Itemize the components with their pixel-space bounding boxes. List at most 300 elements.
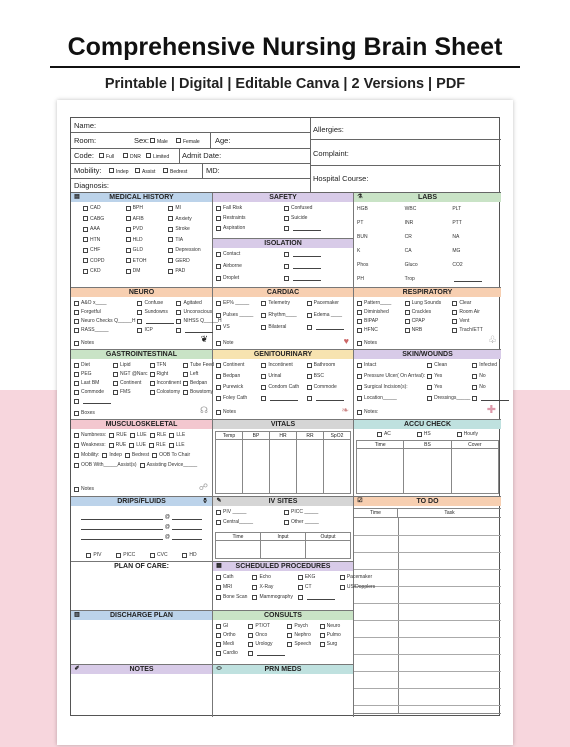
checkbox[interactable] — [168, 216, 173, 221]
checklist-item[interactable] — [168, 225, 209, 233]
column-cell[interactable] — [324, 440, 350, 493]
checklist-item[interactable] — [137, 299, 174, 307]
checklist-item[interactable] — [74, 326, 135, 334]
checklist-item[interactable] — [452, 308, 498, 316]
checklist-item[interactable] — [216, 631, 246, 639]
checkbox[interactable] — [405, 301, 410, 306]
column-cell[interactable] — [357, 449, 404, 493]
checkbox[interactable] — [183, 372, 188, 377]
blank-line[interactable] — [481, 396, 509, 401]
checklist-item[interactable] — [472, 361, 509, 369]
checklist-item[interactable] — [340, 583, 375, 591]
checkbox[interactable] — [74, 301, 79, 306]
checkbox[interactable] — [74, 443, 79, 448]
checklist-item[interactable] — [113, 388, 148, 396]
to-do-rows[interactable] — [354, 518, 501, 713]
checkbox[interactable] — [472, 396, 477, 401]
checkbox[interactable] — [307, 325, 312, 330]
checklist-item[interactable] — [307, 311, 350, 319]
checklist-item[interactable] — [126, 257, 167, 265]
checklist-item[interactable] — [109, 431, 127, 439]
checkbox[interactable] — [472, 363, 477, 368]
checkbox[interactable] — [452, 328, 457, 333]
checkbox[interactable] — [284, 252, 289, 257]
checkbox[interactable] — [298, 575, 303, 580]
checklist-item[interactable] — [183, 388, 214, 396]
checklist-item[interactable] — [377, 430, 391, 438]
checkbox[interactable] — [74, 319, 79, 324]
checklist-item[interactable] — [357, 383, 425, 391]
checkbox[interactable] — [261, 396, 266, 401]
msk-notes[interactable]: Notes — [74, 485, 94, 493]
checklist-item[interactable] — [307, 394, 350, 402]
to-do-row[interactable] — [354, 569, 501, 570]
checklist-item[interactable] — [452, 219, 498, 227]
checklist-item[interactable] — [357, 308, 403, 316]
checkbox[interactable] — [452, 319, 457, 324]
checklist-item[interactable] — [83, 215, 124, 223]
checklist-item[interactable] — [216, 383, 259, 391]
checkbox[interactable] — [83, 258, 88, 263]
checkbox[interactable] — [137, 301, 142, 306]
checkbox[interactable] — [137, 328, 142, 333]
checklist-item[interactable] — [472, 383, 509, 391]
checklist-item[interactable] — [113, 361, 148, 369]
checklist-item[interactable] — [261, 383, 304, 391]
checkbox[interactable] — [150, 553, 155, 558]
checkbox[interactable] — [113, 381, 118, 386]
checkbox[interactable] — [357, 328, 362, 333]
to-do-row[interactable] — [354, 654, 501, 655]
checkbox[interactable] — [261, 374, 266, 379]
checklist-item[interactable] — [168, 267, 209, 275]
checkbox[interactable] — [298, 595, 303, 600]
checklist-item[interactable] — [298, 593, 335, 601]
checklist-item[interactable] — [169, 441, 185, 449]
drip-line[interactable] — [81, 530, 202, 540]
checkbox[interactable] — [176, 310, 181, 315]
checkbox[interactable] — [83, 206, 88, 211]
checklist-item[interactable] — [452, 326, 498, 334]
checkbox[interactable] — [307, 374, 312, 379]
checkbox[interactable] — [357, 301, 362, 306]
checkbox[interactable] — [427, 396, 432, 401]
checkbox[interactable] — [83, 237, 88, 242]
hospital-course-field[interactable]: Hospital Course: — [313, 174, 369, 183]
checkbox[interactable] — [307, 396, 312, 401]
checkbox[interactable] — [452, 310, 457, 315]
checklist-item[interactable] — [357, 361, 425, 369]
checkbox[interactable] — [405, 310, 410, 315]
checkbox[interactable] — [248, 624, 253, 629]
checkbox[interactable] — [357, 385, 362, 390]
checkbox[interactable] — [405, 319, 410, 324]
checkbox[interactable] — [307, 385, 312, 390]
to-do-row[interactable] — [354, 535, 501, 536]
checklist-item[interactable] — [307, 383, 350, 391]
blank-line[interactable] — [146, 319, 174, 324]
to-do-row[interactable] — [354, 671, 501, 672]
checkbox[interactable] — [152, 453, 157, 458]
checklist-item[interactable] — [126, 215, 167, 223]
checklist-item[interactable] — [284, 214, 350, 222]
checklist-item[interactable] — [126, 204, 167, 212]
checkbox[interactable] — [452, 301, 457, 306]
checkbox[interactable] — [169, 443, 174, 448]
checklist-item[interactable] — [83, 225, 124, 233]
checkbox[interactable] — [320, 642, 325, 647]
checklist-item[interactable] — [216, 311, 259, 319]
checklist-item[interactable] — [284, 518, 350, 526]
checkbox[interactable] — [150, 381, 155, 386]
checkbox[interactable] — [216, 385, 221, 390]
checklist-item[interactable] — [216, 622, 246, 630]
checkbox[interactable] — [113, 372, 118, 377]
checklist-item[interactable] — [168, 257, 209, 265]
checklist-item[interactable] — [116, 551, 135, 559]
checkbox[interactable] — [307, 313, 312, 318]
checkbox[interactable] — [176, 328, 181, 333]
to-do-row[interactable] — [354, 586, 501, 587]
checkbox[interactable] — [125, 453, 130, 458]
checkbox[interactable] — [216, 624, 221, 629]
checklist-item[interactable] — [405, 247, 451, 255]
checkbox[interactable] — [340, 575, 345, 580]
checkbox[interactable] — [183, 381, 188, 386]
checkbox[interactable] — [357, 374, 362, 379]
to-do-row[interactable] — [354, 637, 501, 638]
checkbox[interactable] — [74, 433, 79, 438]
blank-line[interactable] — [454, 277, 482, 282]
checkbox[interactable] — [216, 276, 221, 281]
checklist-item[interactable] — [427, 383, 470, 391]
checkbox[interactable] — [261, 385, 266, 390]
checkbox[interactable] — [261, 301, 266, 306]
checklist-item[interactable] — [248, 649, 285, 657]
checkbox[interactable] — [168, 206, 173, 211]
checklist-item[interactable] — [417, 430, 431, 438]
checkbox[interactable] — [102, 453, 107, 458]
checkbox[interactable] — [377, 432, 382, 437]
checklist-item[interactable] — [307, 361, 350, 369]
checklist-item[interactable] — [152, 451, 190, 459]
checkbox[interactable] — [216, 206, 221, 211]
column-cell[interactable] — [216, 440, 243, 493]
checklist-item[interactable] — [182, 551, 196, 559]
checklist-item[interactable] — [284, 508, 350, 516]
checklist-item[interactable] — [102, 451, 122, 459]
checkbox[interactable] — [126, 216, 131, 221]
checkbox[interactable] — [357, 396, 362, 401]
checklist-item[interactable] — [248, 640, 285, 648]
checkbox[interactable] — [284, 216, 289, 221]
checklist-item[interactable] — [252, 573, 292, 581]
respiratory-notes[interactable]: Notes — [357, 339, 377, 347]
neuro-notes[interactable]: Notes — [74, 339, 94, 347]
checkbox[interactable] — [284, 226, 289, 231]
checklist-item[interactable] — [216, 518, 282, 526]
checklist-item[interactable] — [150, 431, 167, 439]
checkbox[interactable] — [216, 520, 221, 525]
checkbox[interactable] — [287, 633, 292, 638]
checklist-item[interactable] — [74, 317, 135, 325]
checklist-item[interactable] — [457, 430, 478, 438]
checkbox[interactable] — [216, 374, 221, 379]
checklist-item[interactable] — [357, 261, 403, 269]
checklist-item[interactable] — [216, 361, 259, 369]
checklist-item[interactable] — [83, 246, 124, 254]
checkbox[interactable] — [183, 390, 188, 395]
blank-line[interactable] — [307, 595, 335, 600]
checkbox[interactable] — [74, 399, 79, 404]
checklist-item[interactable] — [74, 308, 135, 316]
checklist-item[interactable] — [252, 583, 292, 591]
column-cell[interactable] — [452, 449, 498, 493]
admit-date-field[interactable]: Admit Date: — [182, 151, 222, 160]
checklist-item[interactable] — [216, 323, 259, 331]
blank-line[interactable] — [293, 252, 321, 257]
checkbox[interactable] — [357, 319, 362, 324]
checklist-item[interactable] — [357, 219, 403, 227]
checkbox[interactable] — [168, 269, 173, 274]
checklist-item[interactable] — [307, 299, 350, 307]
to-do-row[interactable] — [354, 552, 501, 553]
checkbox[interactable] — [357, 363, 362, 368]
checklist-item[interactable] — [405, 233, 451, 241]
checklist-item[interactable] — [126, 246, 167, 254]
checkbox[interactable] — [248, 651, 253, 656]
checklist-item[interactable] — [427, 361, 470, 369]
checklist-item[interactable] — [216, 204, 282, 212]
checkbox[interactable] — [74, 363, 79, 368]
checklist-item[interactable] — [216, 372, 259, 380]
checklist-item[interactable] — [357, 233, 403, 241]
checklist-item[interactable] — [168, 204, 209, 212]
blank-line[interactable] — [257, 651, 285, 656]
to-do-row[interactable] — [354, 705, 501, 706]
checkbox[interactable] — [126, 237, 131, 242]
cardiac-notes[interactable]: Note — [216, 339, 234, 347]
checkbox[interactable] — [216, 575, 221, 580]
checkbox[interactable] — [248, 633, 253, 638]
checkbox[interactable] — [216, 216, 221, 221]
checklist-item[interactable] — [452, 317, 498, 325]
checkbox[interactable] — [320, 624, 325, 629]
checklist-item[interactable] — [216, 394, 259, 402]
blank-line[interactable] — [293, 276, 321, 281]
checklist-item[interactable] — [452, 205, 498, 213]
checklist-item[interactable] — [216, 299, 259, 307]
checkbox[interactable] — [216, 396, 221, 401]
checkbox[interactable] — [216, 226, 221, 231]
checklist-item[interactable] — [261, 299, 304, 307]
checkbox[interactable] — [149, 443, 154, 448]
checklist-item[interactable] — [169, 431, 185, 439]
checkbox[interactable] — [168, 227, 173, 232]
checklist-item[interactable] — [320, 640, 350, 648]
mobility-bedrest[interactable]: Bedrest — [163, 168, 187, 175]
checkbox[interactable] — [126, 248, 131, 253]
column-cell[interactable] — [216, 541, 261, 558]
female-checkbox[interactable] — [176, 138, 181, 143]
checklist-item[interactable] — [126, 236, 167, 244]
mobility-assist[interactable]: Assist — [135, 168, 155, 175]
column-cell[interactable] — [270, 440, 297, 493]
room-field[interactable]: Room: — [74, 136, 97, 145]
checklist-item[interactable] — [126, 225, 167, 233]
checkbox[interactable] — [287, 642, 292, 647]
checklist-item[interactable] — [74, 441, 106, 449]
checklist-item[interactable] — [452, 247, 498, 255]
checkbox[interactable] — [137, 310, 142, 315]
checkbox[interactable] — [216, 264, 221, 269]
checkbox[interactable] — [248, 642, 253, 647]
checkbox[interactable] — [216, 313, 221, 318]
checkbox[interactable] — [74, 453, 79, 458]
checklist-item[interactable] — [83, 257, 124, 265]
name-field[interactable]: Name: — [74, 121, 97, 130]
mobility-indep[interactable]: Indep — [109, 168, 129, 175]
drip-line[interactable] — [81, 520, 202, 530]
checkbox[interactable] — [216, 363, 221, 368]
checklist-item[interactable] — [357, 394, 425, 402]
checkbox[interactable] — [284, 510, 289, 515]
checkbox[interactable] — [216, 325, 221, 330]
checklist-item[interactable] — [261, 394, 304, 402]
checkbox[interactable] — [137, 319, 142, 324]
checklist-item[interactable] — [427, 372, 470, 380]
checkbox[interactable] — [183, 363, 188, 368]
checklist-item[interactable] — [74, 431, 106, 439]
checklist-item[interactable] — [287, 622, 317, 630]
checklist-item[interactable] — [248, 631, 285, 639]
checklist-item[interactable] — [216, 508, 282, 516]
checkbox[interactable] — [74, 328, 79, 333]
checkbox[interactable] — [252, 595, 257, 600]
checklist-item[interactable] — [405, 326, 451, 334]
checkbox[interactable] — [320, 633, 325, 638]
checklist-item[interactable] — [472, 372, 509, 380]
md-field[interactable]: MD: — [206, 166, 220, 175]
column-cell[interactable] — [243, 440, 270, 493]
female-option[interactable]: Female — [176, 138, 200, 145]
checkbox[interactable] — [216, 510, 221, 515]
checkbox[interactable] — [216, 651, 221, 656]
checklist-item[interactable] — [287, 631, 317, 639]
checklist-item[interactable] — [74, 397, 111, 405]
checkbox[interactable] — [113, 390, 118, 395]
checkbox[interactable] — [109, 433, 114, 438]
checkbox[interactable] — [150, 372, 155, 377]
checkbox[interactable] — [216, 585, 221, 590]
column-cell[interactable] — [297, 440, 324, 493]
checklist-item[interactable] — [183, 361, 214, 369]
column-cell[interactable] — [404, 449, 451, 493]
blank-line[interactable] — [316, 325, 344, 330]
to-do-row[interactable] — [354, 603, 501, 604]
checkbox[interactable] — [261, 325, 266, 330]
blank-line[interactable] — [185, 328, 213, 333]
checkbox[interactable] — [427, 374, 432, 379]
gu-notes[interactable]: Notes — [216, 408, 236, 416]
checklist-item[interactable] — [74, 379, 111, 387]
checkbox[interactable] — [176, 301, 181, 306]
checkbox[interactable] — [109, 443, 114, 448]
drip-line[interactable] — [81, 510, 202, 520]
checklist-item[interactable] — [357, 247, 403, 255]
checklist-item[interactable] — [307, 372, 350, 380]
checklist-item[interactable] — [216, 250, 282, 258]
checklist-item[interactable] — [357, 317, 403, 325]
column-cell[interactable] — [261, 541, 306, 558]
male-option[interactable]: Male — [150, 138, 168, 145]
checkbox[interactable] — [74, 381, 79, 386]
checklist-item[interactable] — [405, 299, 451, 307]
checklist-item[interactable] — [74, 361, 111, 369]
checkbox[interactable] — [168, 258, 173, 263]
checklist-item[interactable] — [357, 299, 403, 307]
checklist-item[interactable] — [284, 224, 350, 232]
checklist-item[interactable] — [113, 370, 148, 378]
checkbox[interactable] — [216, 595, 221, 600]
checklist-item[interactable] — [216, 262, 282, 270]
checklist-item[interactable] — [168, 246, 209, 254]
checklist-item[interactable] — [307, 323, 350, 331]
checklist-item[interactable] — [320, 631, 350, 639]
checkbox[interactable] — [168, 237, 173, 242]
checklist-item[interactable] — [452, 275, 498, 283]
checklist-item[interactable] — [287, 640, 317, 648]
checklist-item[interactable] — [150, 361, 181, 369]
code-dnr[interactable]: DNR — [123, 153, 141, 160]
checkbox[interactable] — [472, 374, 477, 379]
checkbox[interactable] — [74, 372, 79, 377]
checkbox[interactable] — [150, 433, 155, 438]
checkbox[interactable] — [284, 276, 289, 281]
checkbox[interactable] — [182, 553, 187, 558]
checkbox[interactable] — [261, 313, 266, 318]
checklist-item[interactable] — [405, 205, 451, 213]
checklist-item[interactable] — [357, 275, 403, 283]
checklist-item[interactable] — [74, 370, 111, 378]
checkbox[interactable] — [216, 642, 221, 647]
checklist-item[interactable] — [150, 551, 168, 559]
checkbox[interactable] — [216, 301, 221, 306]
checklist-item[interactable] — [150, 379, 181, 387]
checklist-item[interactable] — [74, 388, 111, 396]
checklist-item[interactable] — [168, 236, 209, 244]
checklist-item[interactable] — [298, 583, 335, 591]
checklist-item[interactable] — [261, 323, 304, 331]
checklist-item[interactable] — [216, 573, 247, 581]
code-limited[interactable]: Limited — [146, 153, 169, 160]
blank-line[interactable] — [83, 399, 111, 404]
checklist-item[interactable] — [216, 583, 247, 591]
checklist-item[interactable] — [405, 261, 451, 269]
checkbox[interactable] — [176, 319, 181, 324]
checkbox[interactable] — [307, 363, 312, 368]
checklist-item[interactable] — [284, 204, 350, 212]
checkbox[interactable] — [405, 328, 410, 333]
checkbox[interactable] — [307, 301, 312, 306]
checklist-item[interactable] — [216, 224, 282, 232]
checkbox[interactable] — [169, 433, 174, 438]
complaint-field[interactable]: Complaint: — [313, 149, 349, 158]
checklist-item[interactable] — [427, 394, 470, 402]
checkbox[interactable] — [129, 443, 134, 448]
checklist-item[interactable] — [74, 299, 135, 307]
checkbox[interactable] — [216, 252, 221, 257]
